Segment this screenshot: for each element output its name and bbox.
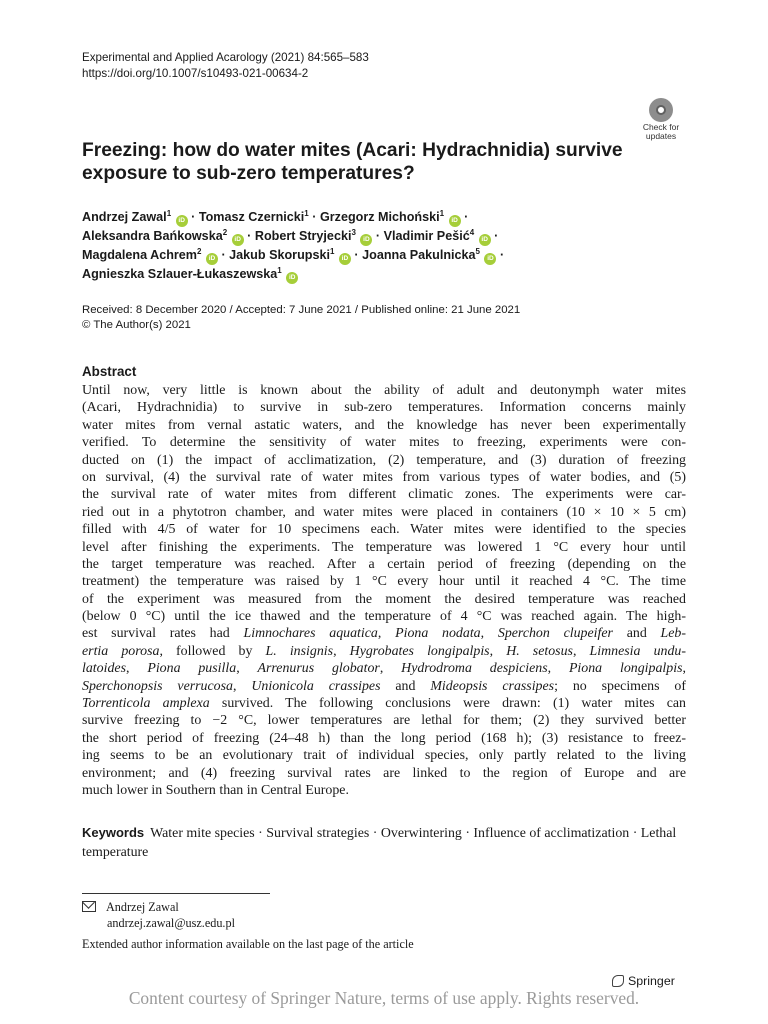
journal-header — [82, 50, 369, 82]
footnote-divider — [82, 893, 270, 894]
species-name: Piona pusilla — [147, 661, 237, 677]
abstract-line: treatment) the temperature was raised by 1 °C every hour until it reached 4 °C. The time — [82, 574, 686, 590]
keywords-text: Water mite species · Survival strategies · Overwintering · Influence of acclimatization · Lethal temperature — [82, 826, 677, 860]
species-name: Piona nodata — [395, 626, 481, 642]
courtesy-watermark: Content courtesy of Springer Nature, terms of use apply. Rights reserved. — [128, 988, 640, 1008]
species-name: L. insignis — [265, 643, 334, 659]
species-name: Arrenurus globator — [257, 661, 380, 677]
orcid-icon[interactable]: iD — [176, 215, 188, 227]
abstract-line: latoides, Piona pusilla, Arrenurus globator, Hydrodroma despiciens, Piona longipalpis, — [82, 661, 686, 677]
envelope-icon — [82, 901, 96, 912]
species-name: H. setosus — [506, 643, 573, 659]
abstract-line: water mites from vernal astatic waters, and the knowledge has never been experimentally — [82, 417, 686, 433]
article-title: Freezing: how do water mites (Acari: Hydrachnidia) survive exposure to sub-zero temperatures? — [82, 140, 623, 184]
orcid-icon[interactable]: iD — [232, 234, 244, 246]
species-name: Sperchon clupeifer — [497, 626, 613, 642]
abstract-line: ing seems to be an evolutionary trait of individual species, only partly related to the living — [82, 748, 686, 764]
species-name: Hygrobates longipalpis — [349, 643, 490, 659]
corresponding-author: Andrzej Zawal — [106, 900, 179, 914]
orcid-icon[interactable]: iD — [449, 215, 461, 227]
abstract-heading: Abstract — [82, 364, 137, 379]
author-name: Joanna Pakulnicka — [362, 248, 476, 262]
author-email[interactable]: andrzej.zawal@usz.edu.pl — [107, 915, 235, 930]
check-for-updates-badge[interactable] — [636, 98, 686, 142]
species-name: latoides — [82, 661, 126, 677]
date-history: Received: 8 December 2020 / Accepted: 7 June 2021 / Published online: 21 June 2021 — [82, 304, 521, 316]
abstract-line: survive freezing to −2 °C, lower temperatures are lethal for them; (2) they survived better — [82, 713, 686, 729]
abstract-line: Torrenticola amplexa survived. The following conclusions were drawn: (1) water mites can — [82, 696, 686, 712]
species-name: Unionicola crassipes — [251, 678, 381, 694]
author-name: Magdalena Achrem — [82, 248, 198, 262]
abstract-line: environment; and (4) freezing survival rates are linked to the region of Europe and are — [82, 765, 686, 781]
abstract-line: on survival, (4) the survival rate of water mites from various types of water bodies, and (5) — [82, 469, 686, 485]
orcid-icon[interactable]: iD — [479, 234, 491, 246]
abstract-line: (Acari, Hydrachnidia) to survive in sub-zero temperatures. Information concerns mainly — [82, 400, 686, 416]
author-name: Jakub Skorupski — [229, 248, 330, 262]
abstract-line: the survival rate of water mites from different climatic zones. The experiments were car- — [82, 487, 686, 503]
orcid-icon[interactable]: iD — [484, 253, 496, 265]
keywords-label: Keywords — [82, 825, 145, 840]
author-list: Andrzej Zawal$^1$ iD · Tomasz Czernicki$^1$ · Grzegorz Michoński$^1$ iD · Aleksandra Bańkowska$^2$ iD · Robert Stryjecki$^3$ iD · Vladimir Pešić$^4$ iD · Magdalena Achrem$^2$ iD · Jakub Skorupski$^1$ iD · Joanna Pakulnicka$^5$ iD · Agnieszka Szlauer-Łukaszewska$^1$ iD — [82, 208, 582, 284]
species-name: Sperchonopsis verrucosa — [82, 678, 233, 694]
author-name: Grzegorz Michoński — [319, 210, 440, 224]
orcid-icon[interactable]: iD — [339, 253, 351, 265]
check-for-updates-label: Check for updates — [642, 122, 680, 141]
species-name: ertia porosa — [82, 643, 160, 659]
abstract-line: Until now, very little is known about the ability of adult and deutonymph water mites — [82, 383, 686, 398]
orcid-icon[interactable]: iD — [286, 272, 298, 284]
journal-citation: Experimental and Applied Acarology (2021) 84:565–583 — [82, 51, 369, 64]
species-name: Torrenticola amplexa — [82, 696, 210, 712]
correspondence — [82, 900, 235, 931]
copyright-line: © The Author(s) 2021 — [82, 319, 191, 331]
species-name: Limnesia undu- — [589, 643, 686, 659]
abstract-line: filled with 4/5 of water for 10 specimens each. Water mites were identified to the species — [82, 522, 686, 538]
abstract-line: (below 0 °C) until the ice thawed and the temperature of 4 °C was reached again. The high- — [82, 609, 686, 625]
author-name: Agnieszka Szlauer-Łukaszewska — [82, 267, 278, 281]
abstract-line: est survival rates had Limnochares aquatica, Piona nodata, Sperchon clupeifer and Leb- — [82, 626, 686, 642]
author-name: Aleksandra Bańkowska — [82, 229, 223, 243]
abstract-line: ducted on (1) the impact of acclimatization, (2) temperature, and (3) duration of freezing — [82, 452, 686, 468]
species-name: Piona longipalpis — [568, 661, 683, 677]
abstract-line: Sperchonopsis verrucosa, Unionicola crassipes and Mideopsis crassipes; no specimens of — [82, 678, 686, 694]
springer-logo: Springer — [612, 974, 675, 988]
springer-horse-icon — [612, 975, 624, 987]
species-name: Mideopsis crassipes — [430, 678, 555, 694]
publication-dates — [82, 303, 520, 333]
update-badge-icon — [649, 98, 673, 122]
species-name: Limnochares aquatica — [243, 626, 378, 642]
abstract-line: verified. To determine the sensitivity of water mites to freezing, experiments were con- — [82, 435, 686, 451]
species-name: Hydrodroma despiciens — [401, 661, 548, 677]
extended-info: Extended author information available on the last page of the article — [82, 937, 414, 951]
keywords-section — [82, 824, 686, 862]
abstract-line: of the experiment was measured from the moment the desired temperature was reached — [82, 591, 686, 607]
abstract-line: ertia porosa, followed by L. insignis, Hygrobates longipalpis, H. setosus, Limnesia undu- — [82, 643, 686, 659]
abstract-line: the short period of freezing (24–48 h) than the long period (168 h); (3) resistance to freez- — [82, 730, 686, 746]
author-name: Andrzej Zawal — [82, 210, 167, 224]
abstract-line: level after finishing the experiments. The temperature was lowered 1 °C every hour until — [82, 539, 686, 555]
abstract-line: ried out in a phytotron chamber, and water mites were placed in containers (10 × 10 × 5 cm) — [82, 504, 686, 520]
author-name: Robert Stryjecki — [254, 229, 352, 243]
orcid-icon[interactable]: iD — [360, 234, 372, 246]
species-name: Leb- — [660, 626, 686, 642]
abstract-line: much lower in Southern than in Central Europe. — [82, 782, 349, 798]
doi-link[interactable]: https://doi.org/10.1007/s10493-021-00634-2 — [82, 67, 309, 80]
orcid-icon[interactable]: iD — [206, 253, 218, 265]
abstract-body — [82, 382, 686, 799]
abstract-line: the target temperature was reached. After a certain period of freezing (depending on the — [82, 556, 686, 572]
author-name: Tomasz Czernicki — [198, 210, 305, 224]
author-name: Vladimir Pešić — [383, 229, 470, 243]
